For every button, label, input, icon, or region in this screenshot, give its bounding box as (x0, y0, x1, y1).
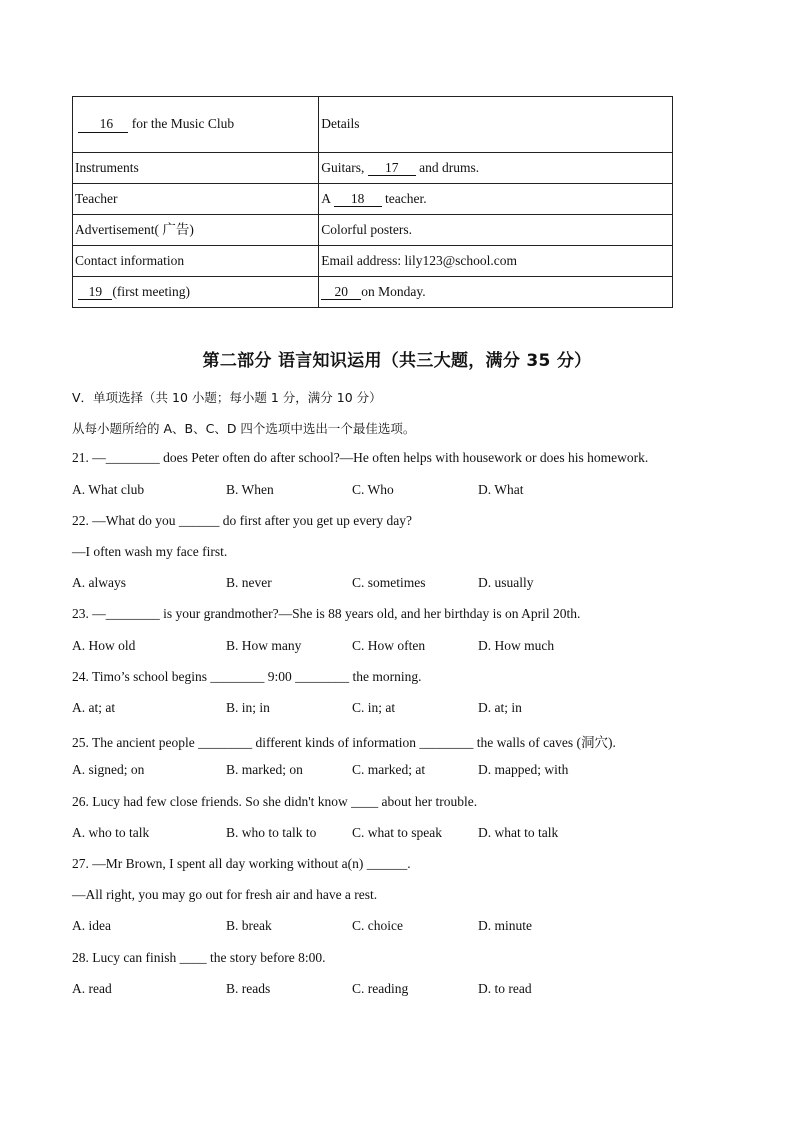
row-detail (319, 153, 673, 184)
detail-text: on Monday. (361, 283, 426, 299)
option-23-d: D. How much (478, 638, 555, 653)
option-22-b: B. never (226, 575, 272, 590)
question-stem-23: 23. —________ is your grandmother?—She is 88 years old, and her birthday is on April 20th. (72, 606, 581, 621)
question-stem-27: 27. —Mr Brown, I spent all day working without a(n) ______. (72, 856, 411, 871)
option-24-d: D. at; in (478, 700, 522, 715)
music-club-table (72, 96, 673, 308)
answer-blank-16: 16 (78, 117, 128, 132)
option-27-d: D. minute (478, 918, 532, 933)
table-row (73, 153, 673, 184)
subsection-heading: V．单项选择（共 10 小题；每小题 1 分，满分 10 分） (72, 390, 382, 405)
option-26-c: C. what to speak (352, 825, 442, 840)
option-21-a: A. What club (72, 482, 145, 497)
option-26-a: A. who to talk (72, 825, 150, 840)
option-27-a: A. idea (72, 918, 111, 933)
answer-blank-17: 17 (368, 161, 416, 176)
option-26-b: B. who to talk to (226, 825, 317, 840)
option-23-b: B. How many (226, 638, 302, 653)
option-24-c: C. in; at (352, 700, 396, 715)
option-21-b: B. When (226, 482, 274, 497)
option-25-a: A. signed; on (72, 762, 145, 777)
row-label: Teacher (73, 184, 319, 215)
table-row (73, 215, 673, 246)
option-24-b: B. in; in (226, 700, 270, 715)
table-row (73, 184, 673, 215)
option-23-c: C. How often (352, 638, 426, 653)
row-label: Instruments (73, 153, 319, 184)
row-detail: Email address: lily123@school.com (319, 246, 673, 277)
answer-blank-20: 20 (321, 285, 361, 300)
row-label: Contact information (73, 246, 319, 277)
option-28-c: C. reading (352, 981, 409, 996)
option-28-d: D. to read (478, 981, 532, 996)
option-28-a: A. read (72, 981, 112, 996)
question-stem-25: 25. The ancient people ________ different kinds of information ________ the walls of caves (洞穴). (72, 735, 616, 750)
instruction-text: 从每小题所给的 A、B、C、D 四个选项中选出一个最佳选项。 (72, 421, 416, 436)
option-21-c: C. Who (352, 482, 394, 497)
question-stem-26: 26. Lucy had few close friends. So she didn't know ____ about her trouble. (72, 794, 478, 809)
detail-text: Guitars, (321, 159, 368, 175)
option-21-d: D. What (478, 482, 524, 497)
option-25-b: B. marked; on (226, 762, 303, 777)
table-header-cell-2: Details (319, 97, 673, 153)
section-title: 第二部分 语言知识运用（共三大题，满分 35 分） (202, 351, 592, 371)
option-27-b: B. break (226, 918, 272, 933)
question-stem-24: 24. Timo’s school begins ________ 9:00 ________ the morning. (72, 669, 422, 684)
option-22-d: D. usually (478, 575, 534, 590)
header-title-text: for the Music Club (131, 116, 235, 132)
row-detail: Colorful posters. (319, 215, 673, 246)
row-label: Advertisement( 广告) (73, 215, 319, 246)
detail-text: and drums. (419, 159, 480, 175)
option-25-c: C. marked; at (352, 762, 426, 777)
row-detail (319, 184, 673, 215)
option-26-d: D. what to talk (478, 825, 559, 840)
row-label (73, 277, 319, 308)
option-23-a: A. How old (72, 638, 136, 653)
table-header-cell-1 (73, 97, 319, 153)
option-25-d: D. mapped; with (478, 762, 569, 777)
answer-blank-18: 18 (334, 192, 382, 207)
option-24-a: A. at; at (72, 700, 116, 715)
answer-blank-19: 19 (78, 285, 112, 300)
row-detail (319, 277, 673, 308)
question-stem-27-reply: —All right, you may go out for fresh air and have a rest. (72, 887, 378, 902)
question-stem-22-reply: —I often wash my face first. (72, 544, 228, 559)
question-stem-22: 22. —What do you ______ do first after you get up every day? (72, 513, 413, 528)
table-row (73, 246, 673, 277)
option-22-c: C. sometimes (352, 575, 426, 590)
table-row (73, 277, 673, 308)
detail-text: A (321, 190, 334, 206)
question-stem-21: 21. —________ does Peter often do after school?—He often helps with housework or does his homework. (72, 450, 649, 465)
detail-text: teacher. (385, 190, 427, 206)
table-header-row (73, 97, 673, 153)
option-22-a: A. always (72, 575, 126, 590)
question-stem-28: 28. Lucy can finish ____ the story before 8:00. (72, 950, 326, 965)
option-27-c: C. choice (352, 918, 403, 933)
option-28-b: B. reads (226, 981, 271, 996)
row-label-text: (first meeting) (112, 283, 190, 299)
